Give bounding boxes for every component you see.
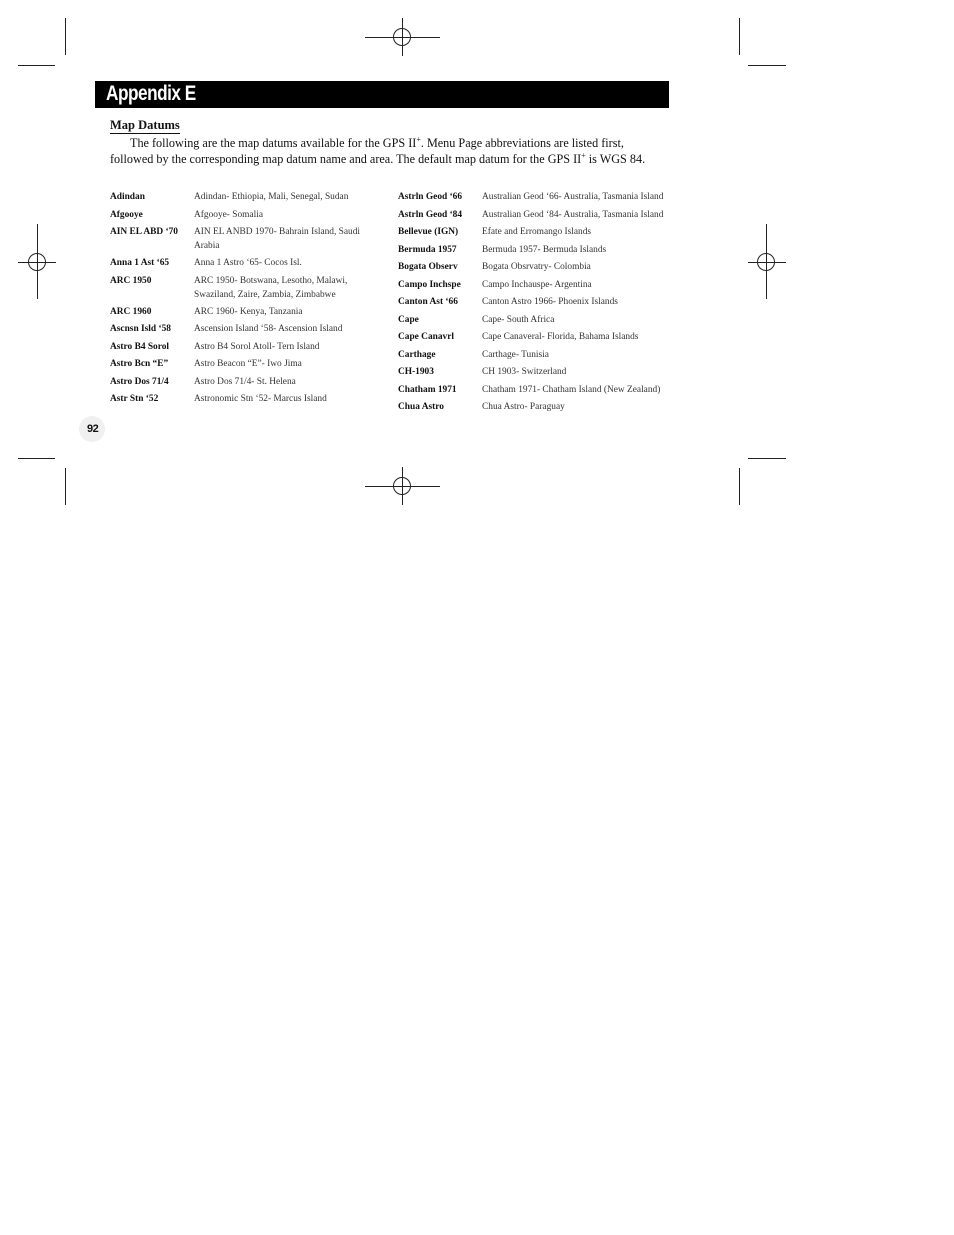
datum-abbreviation: Cape Canavrl (398, 332, 454, 342)
datum-name: AIN EL ANBD 1970- Bahrain Island, Saudi Arabia (194, 227, 361, 251)
datum-row (110, 322, 370, 337)
crop-mark-bottom-right-vertical (739, 468, 740, 505)
crop-mark-top-left-vertical (65, 18, 66, 55)
crop-mark-top-right-horizontal (748, 65, 786, 66)
datum-name: Chatham 1971- Chatham Island (New Zealand) (482, 384, 661, 395)
datum-row (398, 330, 666, 345)
datum-name: Chua Astro- Paraguay (482, 402, 565, 412)
datum-name: CH 1903- Switzerland (482, 367, 567, 377)
datum-row (398, 400, 666, 415)
datum-abbreviation: Bellevue (IGN) (398, 227, 459, 237)
datum-name: Bogata Obsrvatry- Colombia (482, 262, 591, 272)
section-title: Map Datums (110, 118, 180, 132)
datum-abbreviation: Astrln Geod ‘66 (398, 192, 463, 202)
datum-row (398, 278, 666, 293)
datum-abbreviation: Anna 1 Ast ‘65 (110, 258, 170, 268)
datum-abbreviation: Chatham 1971 (398, 384, 457, 395)
appendix-header-bar (95, 81, 669, 108)
datum-row (398, 313, 666, 328)
registration-bottom-circle (393, 477, 411, 495)
datum-abbreviation: Bermuda 1957 (398, 244, 457, 255)
datum-name: Carthage- Tunisia (482, 349, 549, 360)
datum-abbreviation: Adindan (110, 192, 145, 202)
intro-text-3: is WGS 84. (585, 151, 646, 166)
datum-name: Ascension Island ‘58- Ascension Island (194, 324, 343, 334)
datum-name: Bermuda 1957- Bermuda Islands (482, 244, 607, 255)
datum-name: Australian Geod ‘66- Australia, Tasmania Island (482, 192, 664, 202)
datum-row (110, 256, 370, 271)
page-number: 92 (87, 423, 99, 435)
datum-abbreviation: Cape (398, 314, 419, 325)
datum-name: Astro Beacon “E”- Iwo Jima (194, 359, 302, 369)
datum-name: Cape- South Africa (482, 314, 555, 325)
datum-row (398, 260, 666, 275)
datum-row (110, 190, 370, 205)
datum-abbreviation: ARC 1950 (110, 275, 152, 286)
datum-abbreviation: Canton Ast ‘66 (398, 297, 458, 307)
datum-abbreviation: Afgooye (110, 209, 143, 220)
datum-row (110, 340, 370, 355)
datum-abbreviation: ARC 1960 (110, 306, 152, 317)
intro-paragraph (110, 136, 666, 167)
datum-row (398, 190, 666, 205)
datum-abbreviation: Ascnsn Isld ‘58 (110, 324, 171, 334)
crop-mark-top-left-horizontal (18, 65, 55, 66)
crop-mark-top-right-vertical (739, 18, 740, 55)
datum-abbreviation: Carthage (398, 349, 436, 360)
datum-name: Efate and Erromango Islands (482, 227, 592, 237)
datum-list-left (110, 190, 370, 410)
datum-row (110, 305, 370, 320)
datum-row (398, 295, 666, 310)
datum-name: Astro B4 Sorol Atoll- Tern Island (194, 341, 320, 352)
datum-abbreviation: CH-1903 (398, 367, 434, 377)
datum-name: Canton Astro 1966- Phoenix Islands (482, 297, 618, 307)
datum-row (110, 357, 370, 372)
datum-name: ARC 1950- Botswana, Lesotho, Malawi, Swaziland, Zaire, Zambia, Zimbabwe (194, 275, 348, 300)
datum-abbreviation: Bogata Observ (398, 262, 458, 272)
intro-text-1: The following are the map datums available for the GPS II (130, 136, 417, 150)
datum-abbreviation: Astro Bcn “E” (110, 359, 169, 369)
datum-row (110, 392, 370, 407)
datum-row (110, 225, 370, 253)
datum-row (398, 348, 666, 363)
datum-row (110, 375, 370, 390)
crop-mark-bottom-right-horizontal (748, 458, 786, 459)
datum-name: Astronomic Stn ‘52- Marcus Island (194, 394, 327, 404)
crop-mark-bottom-left-horizontal (18, 458, 55, 459)
datum-name: Anna 1 Astro ‘65- Cocos Isl. (194, 258, 302, 268)
datum-list-right (398, 190, 666, 418)
datum-name: Cape Canaveral- Florida, Bahama Islands (482, 332, 639, 342)
page-number-badge (79, 416, 105, 442)
intro-text-2: . Menu Page abbreviations are listed first, followed by the corresponding map datum name and area. The default map datum for the GPS II (110, 136, 624, 166)
intro-superscript-2: + (581, 150, 586, 160)
datum-name: Adindan- Ethiopia, Mali, Senegal, Sudan (194, 192, 349, 202)
appendix-title: Appendix E (106, 82, 196, 105)
datum-name: Australian Geod ‘84- Australia, Tasmania Island (482, 209, 664, 220)
datum-abbreviation: Astro Dos 71/4 (110, 376, 169, 387)
datum-row (398, 243, 666, 258)
datum-row (398, 225, 666, 240)
datum-name: Afgooye- Somalia (194, 209, 263, 220)
registration-right-circle (757, 253, 775, 271)
intro-superscript-1: + (416, 134, 421, 144)
datum-name: Astro Dos 71/4- St. Helena (194, 376, 296, 387)
registration-top-circle (393, 28, 411, 46)
datum-row (110, 208, 370, 223)
datum-name: ARC 1960- Kenya, Tanzania (194, 306, 303, 317)
datum-name: Campo Inchauspe- Argentina (482, 279, 592, 290)
registration-left-circle (28, 253, 46, 271)
datum-abbreviation: Astr Stn ‘52 (110, 394, 159, 404)
datum-abbreviation: Chua Astro (398, 402, 444, 412)
crop-mark-bottom-left-vertical (65, 468, 66, 505)
datum-abbreviation: AIN EL ABD ‘70 (110, 227, 178, 237)
datum-row (398, 208, 666, 223)
datum-row (398, 365, 666, 380)
datum-abbreviation: Astrln Geod ‘84 (398, 209, 463, 220)
datum-row (398, 383, 666, 398)
datum-abbreviation: Campo Inchspe (398, 279, 461, 290)
datum-abbreviation: Astro B4 Sorol (110, 341, 170, 352)
datum-row (110, 274, 370, 302)
